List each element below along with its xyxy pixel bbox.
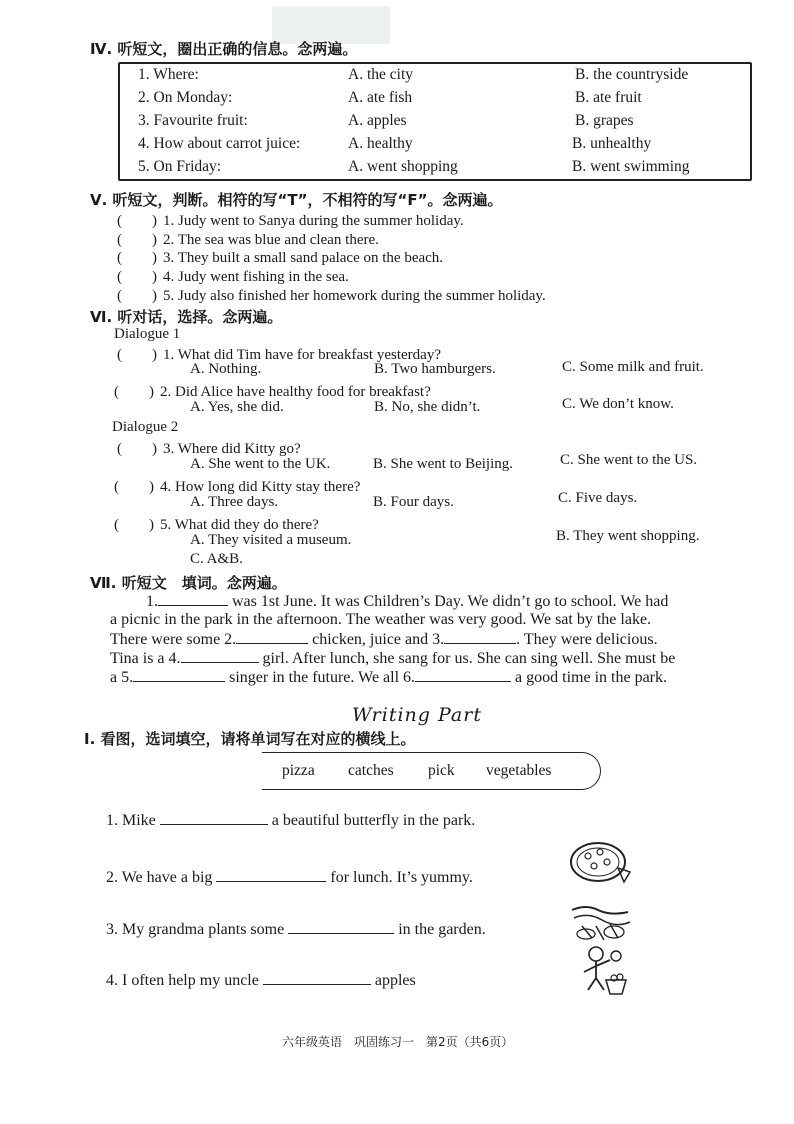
option-c: C. We don’t know. — [562, 396, 674, 412]
fill-question-1: 1. Mike a beautiful butterfly in the park. — [106, 812, 476, 829]
option-b: B. the countryside — [575, 66, 689, 83]
section-5-title: Ⅴ. 听短文，判断。相符的写“T”，不相符的写“F”。念两遍。 — [90, 191, 503, 209]
option-a: A. Three days. — [190, 494, 279, 510]
option-a: A. Nothing. — [190, 361, 262, 377]
answer-paren: ( ) — [114, 517, 154, 533]
question: 3. Favourite fruit: — [138, 112, 248, 129]
pizza-icon — [568, 838, 632, 888]
table-row — [120, 89, 750, 112]
vegetables-icon — [568, 900, 634, 944]
option-a: A. They visited a museum. — [190, 532, 352, 548]
option-b: B. She went to Beijing. — [373, 456, 513, 472]
question: 2. On Monday: — [138, 89, 233, 106]
option-b: B. No, she didn’t. — [374, 399, 481, 415]
fill-question-4: 4. I often help my uncle apples — [106, 972, 416, 989]
mc-question: ( ) 5. What did they do there? — [114, 513, 319, 534]
option-c: C. She went to the US. — [560, 452, 698, 468]
mc-question: ( ) 2. Did Alice have healthy food for breakfast? — [114, 380, 431, 401]
tf-item: ( ) 4. Judy went fishing in the sea. — [117, 265, 349, 286]
table-row — [120, 135, 750, 158]
writing-part-heading: Writing Part — [352, 704, 482, 726]
option-b: B. grapes — [575, 112, 634, 129]
answer-paren: ( ) — [117, 232, 157, 248]
option-a: A. Yes, she did. — [190, 399, 284, 415]
answer-paren: ( ) — [114, 384, 154, 400]
mc-question: ( ) 3. Where did Kitty go? — [117, 437, 301, 458]
dialogue-2-label: Dialogue 2 — [112, 419, 179, 435]
dialogue-1-label: Dialogue 1 — [114, 326, 181, 342]
passage-line-2: a picnic in the park in the afternoon. The weather was very good. We sat by the lake. — [110, 611, 652, 628]
answer-blank-5[interactable] — [133, 667, 225, 682]
tf-item: ( ) 2. The sea was blue and clean there. — [117, 228, 379, 249]
word-bank-item: pizza — [282, 762, 315, 779]
answer-paren: ( ) — [117, 250, 157, 266]
option-b: B. unhealthy — [572, 135, 652, 152]
passage-line-3: There were some 2. chicken, juice and 3. . They were delicious. — [110, 631, 658, 648]
option-c: C. Some milk and fruit. — [562, 359, 704, 375]
question: 5. On Friday: — [138, 158, 222, 175]
option-c: C. Five days. — [558, 490, 638, 506]
option-b: B. Four days. — [373, 494, 454, 510]
option-b: B. Two hamburgers. — [374, 361, 496, 377]
answer-paren: ( ) — [117, 347, 157, 363]
table-row — [120, 158, 750, 181]
answer-blank-4[interactable] — [181, 648, 259, 663]
question: 1. Where: — [138, 66, 199, 83]
answer-blank-3[interactable] — [444, 629, 516, 644]
writing-section-1-title: Ⅰ. 看图，选词填空，请将单词写在对应的横线上。 — [84, 730, 416, 748]
answer-blank-2[interactable] — [236, 629, 308, 644]
answer-paren: ( ) — [114, 479, 154, 495]
answer-blank[interactable] — [263, 970, 371, 985]
answer-blank[interactable] — [216, 867, 326, 882]
answer-blank-1[interactable] — [158, 591, 228, 606]
option-a: A. the city — [348, 66, 413, 83]
word-bank — [262, 752, 601, 790]
option-a: A. healthy — [348, 135, 413, 152]
tf-item: ( ) 1. Judy went to Sanya during the summer holiday. — [117, 209, 464, 230]
option-b: B. They went shopping. — [556, 528, 700, 544]
word-bank-item: pick — [428, 762, 455, 779]
answer-paren: ( ) — [117, 269, 157, 285]
mc-question: ( ) 1. What did Tim have for breakfast yesterday? — [117, 343, 441, 364]
word-bank-item: vegetables — [486, 762, 552, 779]
tf-item: ( ) 5. Judy also finished her homework during the summer holiday. — [117, 284, 546, 305]
passage-line-5: a 5. singer in the future. We all 6. a good time in the park. — [110, 669, 667, 686]
table-row — [120, 112, 750, 135]
option-b: B. went swimming — [572, 158, 690, 175]
fill-question-2: 2. We have a big for lunch. It’s yummy. — [106, 869, 473, 886]
section-4-title: Ⅳ. 听短文，圈出正确的信息。念两遍。 — [90, 40, 358, 58]
page-footer: 六年级英语 巩固练习一 第2页（共6页） — [282, 1035, 514, 1049]
picking-apples-icon — [576, 944, 630, 996]
answer-blank-6[interactable] — [415, 667, 511, 682]
section-7-title: Ⅶ. 听短文 填词。念两遍。 — [90, 574, 287, 592]
section-4-table — [118, 62, 752, 181]
option-a: A. ate fish — [348, 89, 413, 106]
fill-question-3: 3. My grandma plants some in the garden. — [106, 921, 486, 938]
section-6-title: Ⅵ. 听对话，选择。念两遍。 — [90, 308, 283, 326]
mc-question: ( ) 4. How long did Kitty stay there? — [114, 475, 360, 496]
answer-paren: ( ) — [117, 441, 157, 457]
answer-paren: ( ) — [117, 288, 157, 304]
option-b: B. ate fruit — [575, 89, 642, 106]
option-a: A. apples — [348, 112, 407, 129]
passage-line-1: 1. was 1st June. It was Children’s Day. We didn’t go to school. We had — [146, 593, 669, 610]
option-a: A. She went to the UK. — [190, 456, 331, 472]
table-row — [120, 66, 750, 89]
option-a: A. went shopping — [348, 158, 458, 175]
passage-line-4: Tina is a 4. girl. After lunch, she sang for us. She can sing well. She must be — [110, 650, 676, 667]
answer-paren: ( ) — [117, 213, 157, 229]
answer-blank[interactable] — [160, 810, 268, 825]
option-c: C. A&B. — [190, 551, 243, 567]
word-bank-item: catches — [348, 762, 394, 779]
tf-item: ( ) 3. They built a small sand palace on the beach. — [117, 246, 443, 267]
question: 4. How about carrot juice: — [138, 135, 301, 152]
answer-blank[interactable] — [288, 919, 394, 934]
